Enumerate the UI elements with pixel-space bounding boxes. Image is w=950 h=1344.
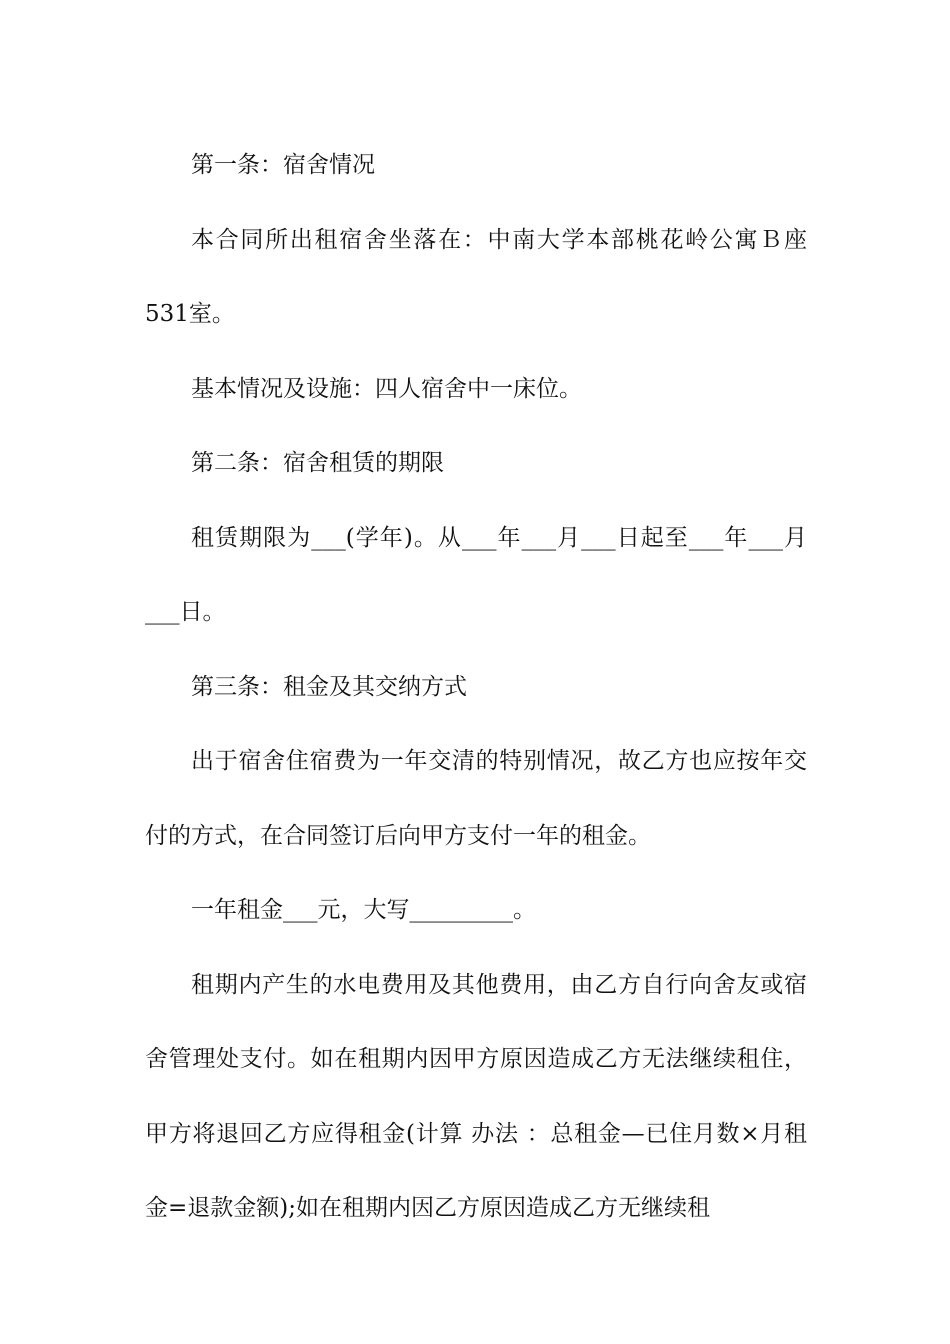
- annual-rent-paragraph: 一年租金___元，大写_________。: [191, 897, 536, 923]
- article-1-heading: 第一条：宿舍情况: [191, 152, 375, 178]
- contract-body: [145, 128, 807, 1246]
- facilities-paragraph: 基本情况及设施：四人宿舍中一床位。: [191, 375, 582, 402]
- payment-method-paragraph: 出于宿舍住宿费为一年交清的特别情况，故乙方也应按年交付的方式，在合同签订后向甲方支付一年的租金。: [145, 748, 807, 849]
- fees-refund-paragraph: 租期内产生的水电费用及其他费用，由乙方自行向舍友或宿舍管理处支付。如在租期内因甲方原因造成乙方无法继续租住，甲方将退回乙方应得租金(计算 办法 ：总租金—已住月数×月租金=退款金额);如在租期内因乙方原因造成乙方无继续租: [145, 971, 807, 1221]
- lease-term-paragraph: 租赁期限为___(学年)。从___年___月___日起至___年___月___日。: [145, 524, 807, 625]
- dormitory-location-paragraph: 本合同所出租宿舍坐落在：中南大学本部桃花岭公寓Ｂ座531室。: [145, 226, 807, 327]
- article-2-heading: 第二条：宿舍租赁的期限: [191, 450, 444, 476]
- article-3-heading: 第三条：租金及其交纳方式: [191, 673, 467, 700]
